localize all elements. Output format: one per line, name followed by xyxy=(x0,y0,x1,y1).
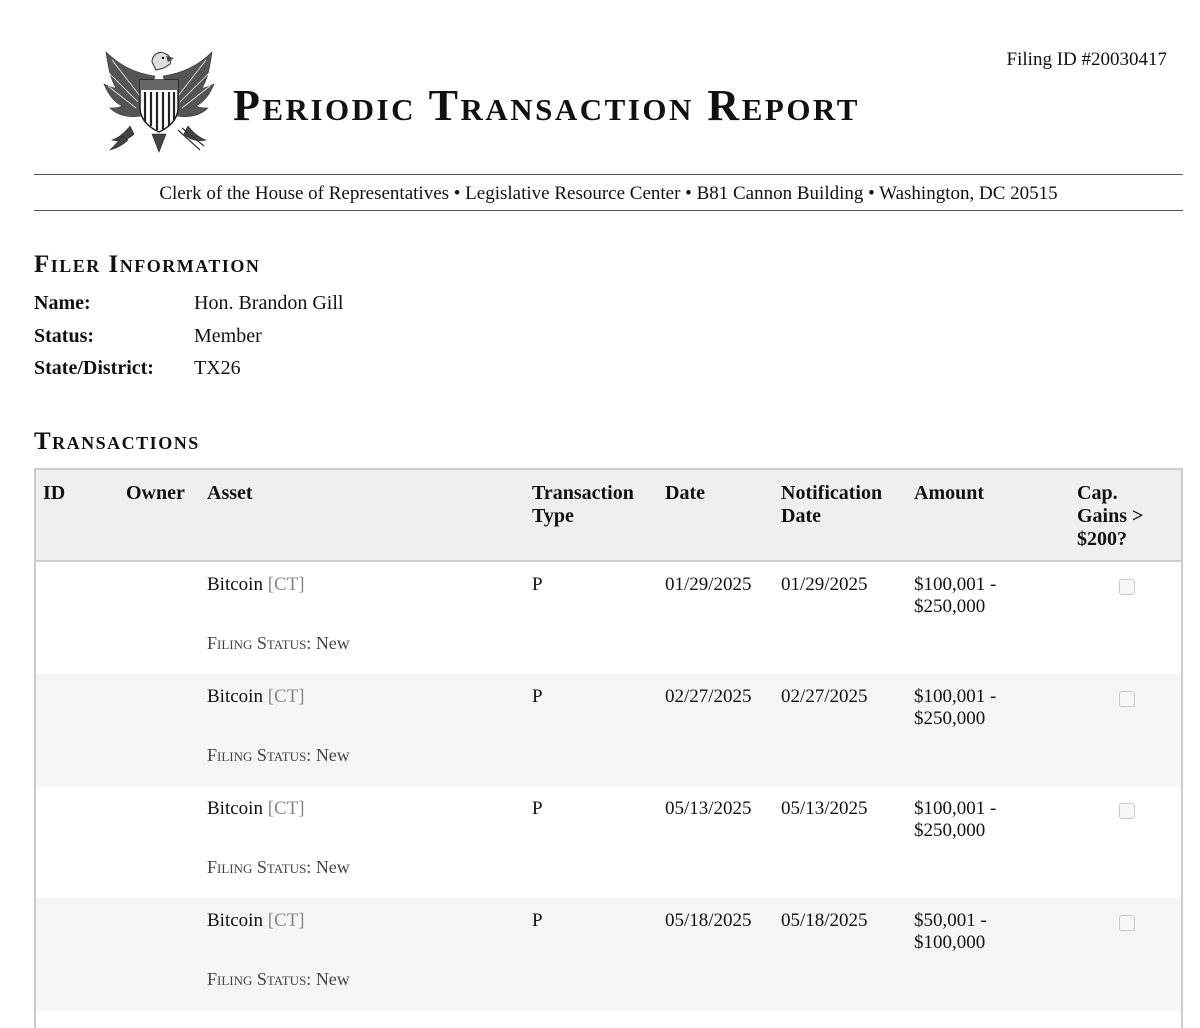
column-header-date: Date xyxy=(665,482,705,504)
table-header xyxy=(36,470,1181,562)
row-asset xyxy=(207,686,305,708)
column-header-owner: Owner xyxy=(126,482,185,504)
column-header-amount: Amount xyxy=(914,482,985,504)
transactions-heading: Transactions xyxy=(34,428,200,455)
row-filing-status xyxy=(207,968,350,990)
row-amount xyxy=(914,798,996,842)
column-header-notification-date xyxy=(781,482,882,528)
table-row xyxy=(36,674,1181,786)
row-filing-status xyxy=(207,856,350,878)
table-row xyxy=(36,786,1181,898)
table-row xyxy=(36,562,1181,674)
top-divider xyxy=(34,174,1183,175)
row-notification-date: 01/29/2025 xyxy=(781,574,868,595)
row-notification-date: 02/27/2025 xyxy=(781,686,868,707)
column-header-cap-gains-line3: $200? xyxy=(1077,528,1127,550)
asset-ticker: [CT] xyxy=(267,686,305,707)
row-amount xyxy=(914,574,996,618)
row-transaction-type: P xyxy=(532,798,543,819)
filer-name-label: Name: xyxy=(34,292,91,314)
row-transaction-type: P xyxy=(532,910,543,931)
filing-status-label: Filing Status: xyxy=(207,857,312,877)
column-header-transaction-type-line2: Type xyxy=(532,505,574,527)
filing-id: Filing ID #20030417 xyxy=(1006,49,1167,70)
row-amount-line2: $250,000 xyxy=(914,820,986,841)
filer-status-label: Status: xyxy=(34,325,95,347)
row-date: 01/29/2025 xyxy=(665,574,752,595)
asset-name: Bitcoin xyxy=(207,798,263,819)
row-amount xyxy=(914,910,987,954)
column-header-notification-date-line1: Notification xyxy=(781,482,883,504)
report-title: Periodic Transaction Report xyxy=(233,81,860,130)
asset-ticker: [CT] xyxy=(267,574,305,595)
row-filing-status xyxy=(207,744,350,766)
asset-ticker: [CT] xyxy=(267,910,305,931)
column-header-cap-gains-line1: Cap. xyxy=(1077,482,1118,504)
filing-status-value: New xyxy=(315,857,350,877)
cap-gains-checkbox[interactable] xyxy=(1119,803,1135,819)
filing-status-label: Filing Status: xyxy=(207,745,312,765)
row-notification-date: 05/13/2025 xyxy=(781,798,868,819)
row-amount-line2: $250,000 xyxy=(914,596,986,617)
cap-gains-checkbox[interactable] xyxy=(1119,579,1135,595)
row-amount xyxy=(914,686,996,730)
column-header-asset: Asset xyxy=(207,482,253,504)
row-date: 05/13/2025 xyxy=(665,798,752,819)
filing-status-value: New xyxy=(315,745,350,765)
asset-name: Bitcoin xyxy=(207,574,263,595)
row-transaction-type: P xyxy=(532,686,543,707)
bottom-divider xyxy=(34,210,1183,211)
row-amount-line2: $250,000 xyxy=(914,708,986,729)
cap-gains-checkbox[interactable] xyxy=(1119,691,1135,707)
row-notification-date: 05/18/2025 xyxy=(781,910,868,931)
asset-name: Bitcoin xyxy=(207,910,263,931)
column-header-cap-gains-line2: Gains > xyxy=(1077,505,1144,527)
asset-name: Bitcoin xyxy=(207,686,263,707)
column-header-transaction-type-line1: Transaction xyxy=(532,482,634,504)
cap-gains-checkbox[interactable] xyxy=(1119,915,1135,931)
row-amount-line1: $100,001 - xyxy=(914,798,997,819)
row-amount-line1: $100,001 - xyxy=(914,574,997,595)
row-amount-line1: $100,001 - xyxy=(914,686,997,707)
filer-name-value: Hon. Brandon Gill xyxy=(194,292,344,314)
column-header-id: ID xyxy=(43,482,66,504)
asset-ticker: [CT] xyxy=(267,798,305,819)
filing-status-value: New xyxy=(315,969,350,989)
column-header-notification-date-line2: Date xyxy=(781,505,821,527)
row-amount-line1: $50,001 - xyxy=(914,910,987,931)
filer-district-value: TX26 xyxy=(194,357,241,379)
filing-status-label: Filing Status: xyxy=(207,969,312,989)
table-row xyxy=(36,898,1181,1010)
filing-status-value: New xyxy=(315,633,350,653)
filing-status-label: Filing Status: xyxy=(207,633,312,653)
row-amount-line2: $100,000 xyxy=(914,932,986,953)
row-date: 02/27/2025 xyxy=(665,686,752,707)
clerk-address: Clerk of the House of Representatives • Legislative Resource Center • B81 Cannon Building • Washington, DC 20515 xyxy=(159,183,1058,204)
filer-district-label: State/District: xyxy=(34,357,154,379)
column-header-transaction-type xyxy=(532,482,634,528)
row-asset xyxy=(207,798,305,820)
transactions-table xyxy=(34,468,1183,1028)
row-transaction-type: P xyxy=(532,574,543,595)
row-asset xyxy=(207,910,305,932)
column-header-cap-gains xyxy=(1077,482,1143,551)
row-date: 05/18/2025 xyxy=(665,910,752,931)
row-asset xyxy=(207,574,305,596)
eagle-seal-icon xyxy=(100,46,218,156)
filer-information-heading: Filer Information xyxy=(34,251,261,278)
filer-status-value: Member xyxy=(194,325,262,347)
row-filing-status xyxy=(207,632,350,654)
